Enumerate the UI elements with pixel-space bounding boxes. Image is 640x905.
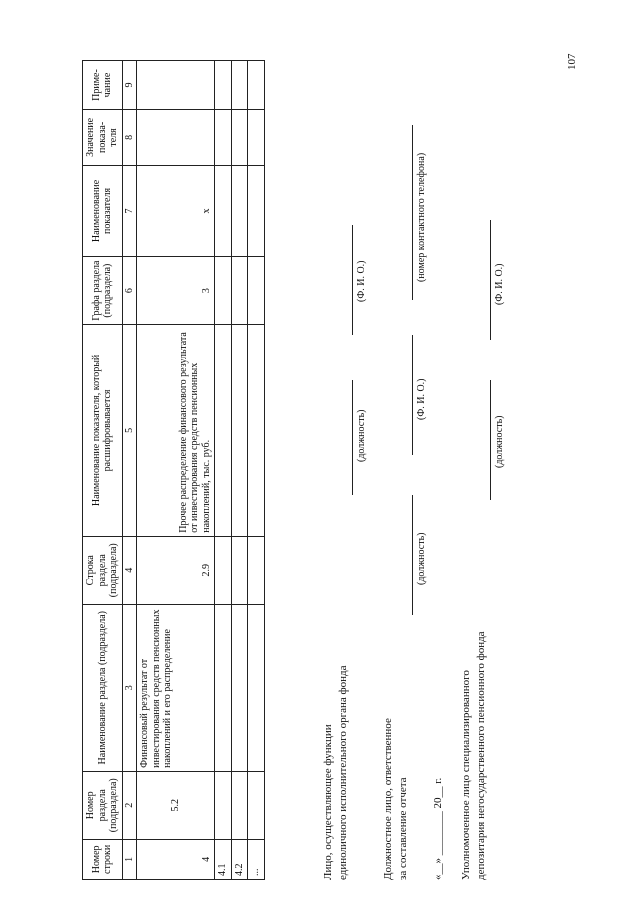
signatory-3-name-caption: (Ф. И. О.) <box>494 263 505 305</box>
table-cell: 3 <box>137 257 215 325</box>
table-cell <box>215 257 232 325</box>
signatory-3-name-line <box>490 220 491 340</box>
signatory-1-label-line2: единоличного исполнительного органа фонда <box>337 665 349 880</box>
table-cell: 5.2 <box>137 771 215 839</box>
table-cell: Финансовый результат от инвестирования средств пенсионных накоплений и его распределение <box>137 604 215 771</box>
signatory-2-phone-caption: (номер контактного телефона) <box>416 152 427 282</box>
table-row <box>137 61 215 880</box>
table-row <box>215 61 232 880</box>
header-cell: Наименование показателя <box>83 165 123 256</box>
table-cell <box>248 61 265 110</box>
table-cell <box>215 604 232 771</box>
table-cell <box>231 165 248 256</box>
table-cell <box>231 325 248 537</box>
signatory-1-name-line <box>352 225 353 335</box>
header-cell: Приме-чание <box>83 61 123 110</box>
table-cell <box>231 257 248 325</box>
header-cell: Наименование раздела (подраздела) <box>83 604 123 771</box>
signatory-1-position-line <box>352 380 353 495</box>
header-cell: Наименование показателя, который расшифровывается <box>83 325 123 537</box>
header-cell: Графа раздела (подраздела) <box>83 257 123 325</box>
header-cell: Номер раздела (подраздела) <box>83 771 123 839</box>
signatory-3-position-caption: (должность) <box>494 415 505 468</box>
index-cell: 2 <box>122 771 137 839</box>
index-cell: 7 <box>122 165 137 256</box>
report-date: «__» ________ 20__ г. <box>432 777 444 880</box>
table-cell <box>215 536 232 604</box>
signatory-3-position-line <box>490 380 491 500</box>
signatory-2-name-line <box>412 335 413 455</box>
index-cell: 1 <box>122 839 137 879</box>
rotated-page-content <box>82 60 562 880</box>
table-cell: 2.9 <box>137 536 215 604</box>
table-cell <box>248 165 265 256</box>
table-cell <box>137 110 215 166</box>
signatory-2-phone-line <box>412 125 413 300</box>
table-index-row <box>122 61 137 880</box>
index-cell: 8 <box>122 110 137 166</box>
table-cell <box>231 110 248 166</box>
table-cell: х <box>137 165 215 256</box>
table-cell <box>215 165 232 256</box>
table-cell <box>248 604 265 771</box>
table-cell: 4.1 <box>215 839 232 879</box>
table-cell: ... <box>248 839 265 879</box>
table-cell <box>248 325 265 537</box>
report-table <box>82 60 265 880</box>
header-cell: Значение показа-теля <box>83 110 123 166</box>
table-cell: Прочее распределение финансового результата от инвестирования средств пенсионных накоплений, тыс. руб. <box>137 325 215 537</box>
table-cell <box>231 61 248 110</box>
table-cell <box>231 536 248 604</box>
table-cell <box>215 110 232 166</box>
index-cell: 5 <box>122 325 137 537</box>
signatory-2-label-line2: за составление отчета <box>397 777 409 880</box>
table-cell <box>215 325 232 537</box>
page-number: 107 <box>566 53 578 70</box>
signatory-2-position-caption: (должность) <box>416 532 427 585</box>
signatory-1-position-caption: (должность) <box>356 409 367 462</box>
index-cell: 9 <box>122 61 137 110</box>
table-cell <box>248 257 265 325</box>
header-cell: Строка раздела (подраздела) <box>83 536 123 604</box>
table-cell: 4.2 <box>231 839 248 879</box>
signatory-2-name-caption: (Ф. И. О.) <box>416 378 427 420</box>
index-cell: 6 <box>122 257 137 325</box>
table-row <box>248 61 265 880</box>
signatory-3-label-line1: Уполномоченное лицо специализированного <box>460 670 472 880</box>
signatory-2-label-line1: Должностное лицо, ответственное <box>382 718 394 880</box>
table-cell <box>248 110 265 166</box>
signatory-1-name-caption: (Ф. И. О.) <box>356 260 367 302</box>
header-cell: Номер строки <box>83 839 123 879</box>
index-cell: 3 <box>122 604 137 771</box>
signatory-1-label-line1: Лицо, осуществляющее функции <box>322 724 334 880</box>
table-cell <box>231 604 248 771</box>
table-cell <box>248 536 265 604</box>
table-cell <box>248 771 265 839</box>
table-cell <box>231 771 248 839</box>
table-header-row <box>83 61 123 880</box>
table-cell <box>215 771 232 839</box>
signatory-2-position-line <box>412 495 413 615</box>
table-cell <box>215 61 232 110</box>
table-cell: 4 <box>137 839 215 879</box>
table-row <box>231 61 248 880</box>
table-cell <box>137 61 215 110</box>
signatory-3-label-line2: депозитария негосударственного пенсионного фонда <box>475 631 487 880</box>
index-cell: 4 <box>122 536 137 604</box>
